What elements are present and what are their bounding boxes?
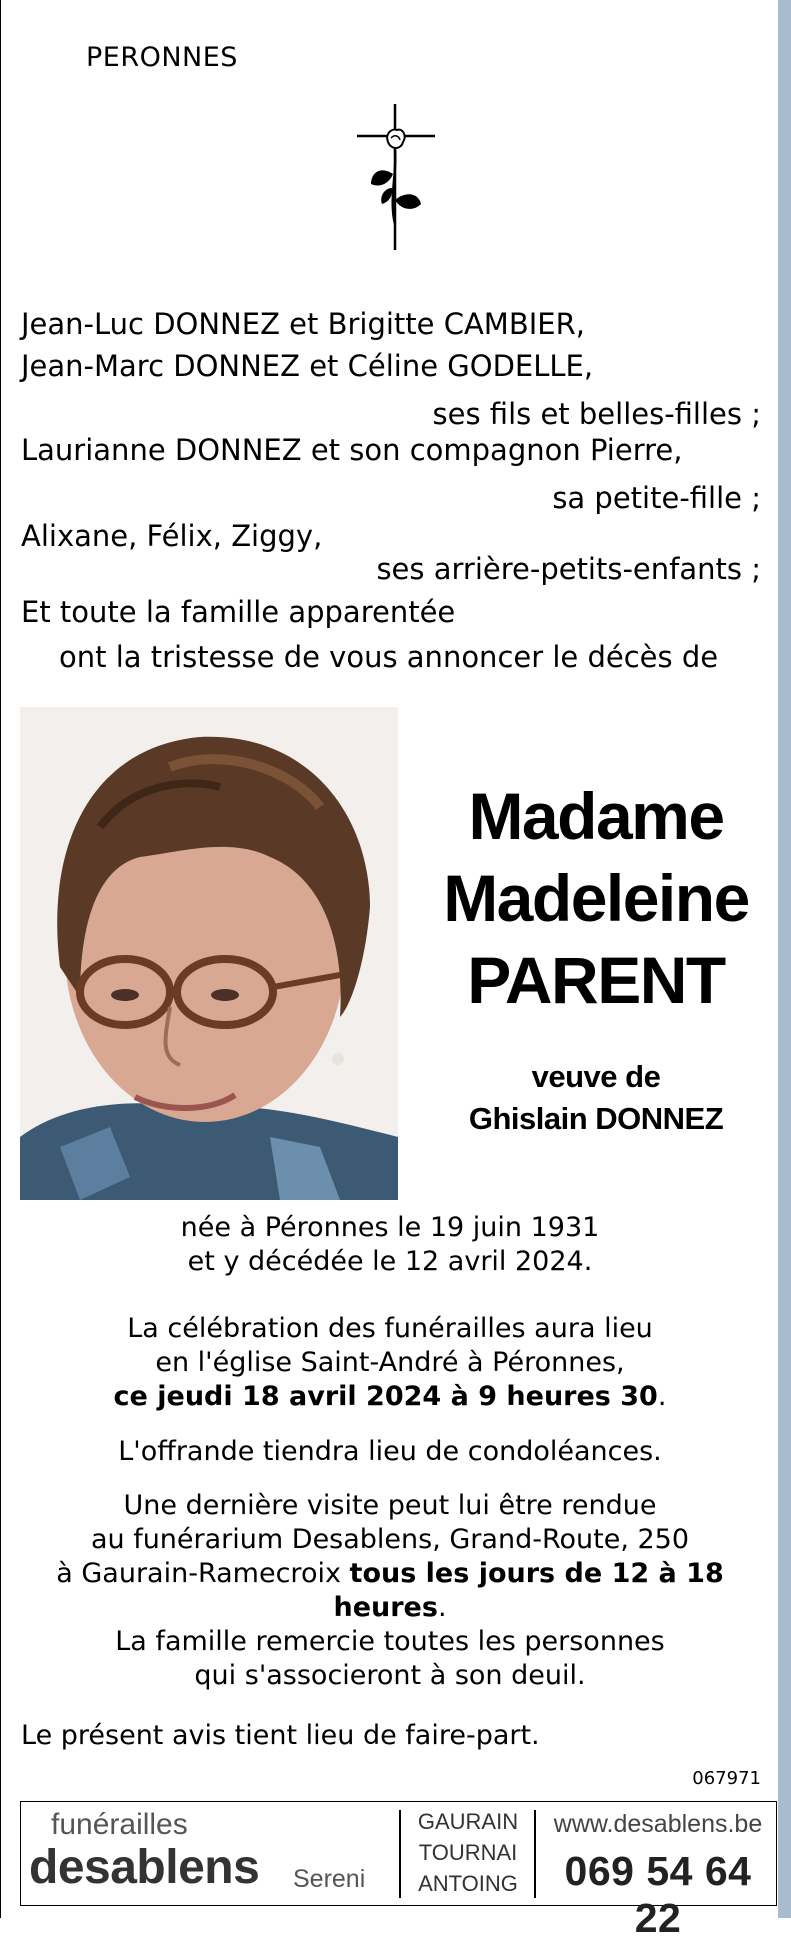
family-line: Alixane, Félix, Ziggy,	[21, 519, 323, 553]
side-color-bar	[778, 0, 791, 1918]
family-line: Jean-Luc DONNEZ et Brigitte CAMBIER,	[21, 307, 585, 341]
widow-info	[401, 1056, 791, 1140]
deceased-name	[401, 775, 791, 1021]
thanks-info	[1, 1625, 779, 1693]
footer-divider	[534, 1810, 536, 1898]
ceremony-info	[1, 1312, 779, 1414]
cross-rose-icon	[355, 104, 437, 250]
thanks-line: La famille remercie toutes les personnes	[115, 1626, 665, 1657]
ceremony-end: .	[657, 1381, 667, 1412]
reference-number: 067971	[692, 1768, 761, 1789]
visit-line: Une dernière visite peut lui être rendue	[123, 1490, 657, 1521]
family-relation: ses arrière-petits-enfants ;	[376, 552, 761, 586]
deceased-title: Madame	[468, 779, 724, 853]
announcement-line: ont la tristesse de vous annoncer le décès de	[59, 640, 719, 674]
offering-line: L'offrande tiendra lieu de condoléances.	[118, 1436, 662, 1467]
phone-number[interactable]: 069 54 64 22	[564, 1848, 752, 1941]
family-line: Et toute la famille apparentée	[21, 595, 456, 629]
deceased-first-name: Madeleine	[443, 861, 749, 935]
footer-town: TOURNAI	[418, 1840, 518, 1865]
footer-town: GAURAIN	[417, 1809, 519, 1834]
death-line: et y décédée le 12 avril 2024.	[187, 1246, 593, 1277]
ceremony-line: en l'église Saint-André à Péronnes,	[155, 1347, 625, 1378]
birth-death-info	[1, 1211, 779, 1279]
portrait-photo	[20, 707, 398, 1200]
logo-sub-text: Sereni	[293, 1865, 366, 1893]
birth-line: née à Péronnes le 19 juin 1931	[180, 1212, 600, 1243]
family-relation: sa petite-fille ;	[552, 481, 761, 515]
website-link[interactable]: www.desablens.be	[553, 1810, 763, 1838]
family-relation: ses fils et belles-filles ;	[432, 397, 761, 431]
visit-end: .	[437, 1592, 447, 1623]
town-name: PERONNES	[86, 42, 238, 73]
funeral-home-logo	[21, 1802, 393, 1905]
footer-town: ANTOING	[418, 1871, 518, 1896]
spouse-name: Ghislain DONNEZ	[468, 1101, 724, 1136]
faire-part-note: Le présent avis tient lieu de faire-part.	[21, 1720, 540, 1751]
ceremony-line: La célébration des funérailles aura lieu	[127, 1313, 653, 1344]
widow-label: veuve de	[531, 1059, 661, 1094]
family-line: Laurianne DONNEZ et son compagnon Pierre,	[21, 433, 683, 467]
visit-place: à Gaurain-Ramecroix	[56, 1558, 350, 1589]
visit-line: au funérarium Desablens, Grand-Route, 250	[90, 1524, 690, 1555]
ceremony-datetime: ce jeudi 18 avril 2024 à 9 heures 30	[113, 1381, 658, 1412]
logo-main-text: desablens	[29, 1841, 260, 1894]
footer-towns	[402, 1802, 534, 1899]
thanks-line: qui s'associeront à son deuil.	[194, 1660, 586, 1691]
funeral-home-footer	[20, 1801, 777, 1941]
visit-info	[1, 1489, 779, 1625]
deceased-last-name: PARENT	[467, 943, 725, 1017]
footer-divider	[399, 1810, 401, 1898]
logo-top-text: funérailles	[51, 1808, 188, 1841]
visit-hours: tous les jours de 12 à 18 heures	[333, 1558, 724, 1623]
family-line: Jean-Marc DONNEZ et Céline GODELLE,	[21, 349, 594, 383]
